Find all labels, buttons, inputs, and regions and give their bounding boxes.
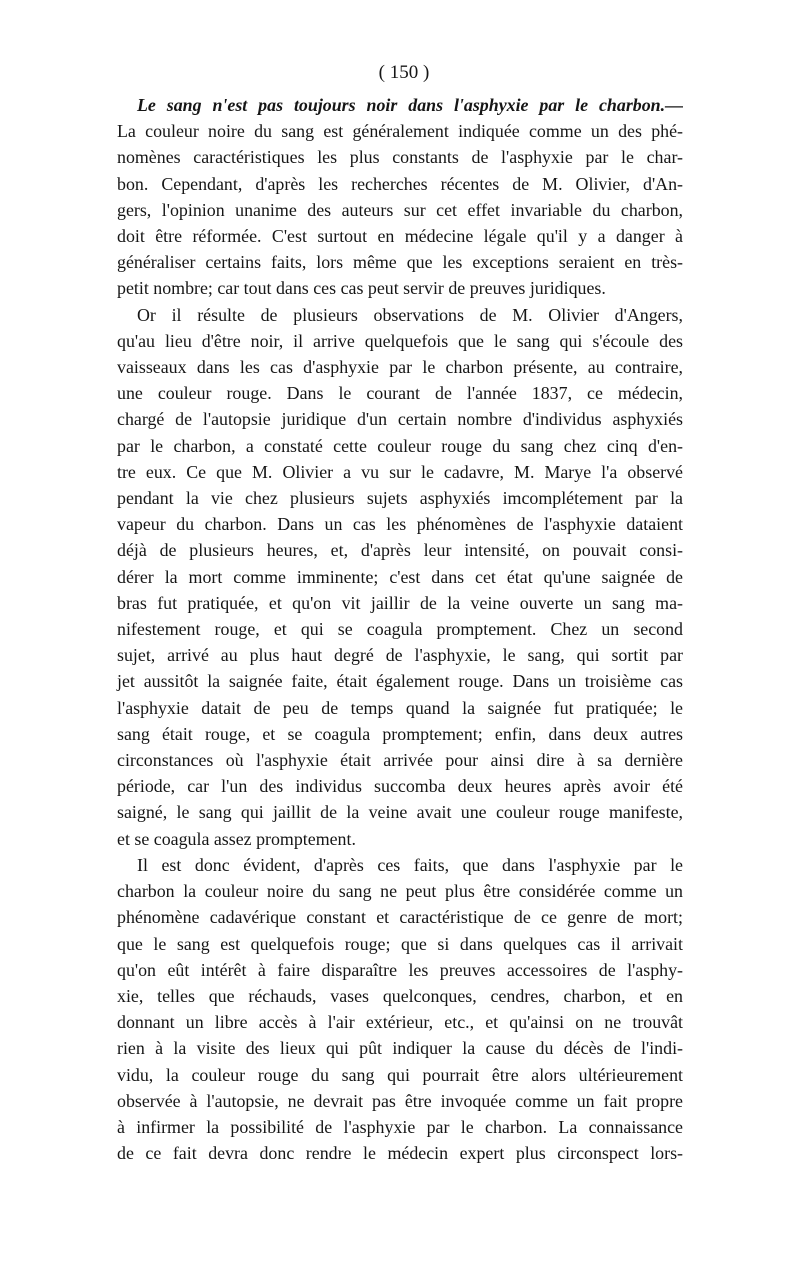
text-line: La couleur noire du sang est généralement indiquée comme un des phé-: [117, 121, 683, 142]
text-line: qu'on eût intérêt à faire disparaître les preuves accessoires de l'asphy-: [117, 959, 683, 980]
text-line: nifestement rouge, et qui se coagula promptement. Chez un second: [117, 619, 683, 640]
text-line: doit être réformée. C'est surtout en médecine légale qu'il y a danger à: [117, 226, 683, 247]
text-line: et se coagula assez promptement.: [117, 828, 356, 849]
paragraph-1-lead: [117, 92, 683, 118]
text-line: période, car l'un des individus succomba deux heures après avoir été: [117, 776, 683, 797]
text-line: saigné, le sang qui jaillit de la veine avait une couleur rouge manifeste,: [117, 802, 683, 823]
text-line: sang était rouge, et se coagula promptement; enfin, dans deux autres: [117, 723, 683, 744]
text-line: circonstances où l'asphyxie était arrivée pour ainsi dire à sa dernière: [117, 750, 683, 771]
text-line: généraliser certains faits, lors même que les exceptions seraient en très-: [117, 252, 683, 273]
text-line: rien à la visite des lieux qui pût indiquer la cause du décès de l'indi-: [117, 1038, 683, 1059]
text-line: petit nombre; car tout dans ces cas peut servir de preuves juridiques.: [117, 278, 606, 299]
page-number: ( 150 ): [378, 62, 430, 83]
text-line: gers, l'opinion unanime des auteurs sur cet effet invariable du charbon,: [117, 199, 683, 220]
text-line: de ce fait devra donc rendre le médecin expert plus circonspect lors-: [117, 1143, 683, 1164]
text-line: Il est donc évident, d'après ces faits, que dans l'asphyxie par le: [137, 854, 683, 875]
text-line: jet aussitôt la saignée faite, était également rouge. Dans un troisième cas: [117, 671, 683, 692]
section-title: Le sang n'est pas toujours noir dans l'asphyxie par le charbon.—: [137, 95, 683, 115]
text-line: charbon la couleur noire du sang ne peut plus être considérée comme un: [117, 881, 683, 902]
text-line: bras fut pratiquée, et qu'on vit jaillir de la veine ouverte un sang ma-: [117, 592, 683, 613]
text-line: chargé de l'autopsie juridique d'un certain nombre d'individus asphyxiés: [117, 409, 683, 430]
text-line: pendant la vie chez plusieurs sujets asphyxiés imcomplétement par la: [117, 488, 683, 509]
text-line: par le charbon, a constaté cette couleur rouge du sang chez cinq d'en-: [117, 435, 683, 456]
text-line: bon. Cependant, d'après les recherches récentes de M. Olivier, d'An-: [117, 173, 683, 194]
text-line: déjà de plusieurs heures, et, d'après leur intensité, on pouvait consi-: [117, 540, 683, 561]
paragraph-1: [117, 92, 683, 302]
text-line: nomènes caractéristiques les plus constants de l'asphyxie par le char-: [117, 147, 683, 168]
page-body: [117, 60, 683, 1166]
text-line: donnant un libre accès à l'air extérieur, etc., et qu'ainsi on ne trouvât: [117, 1012, 683, 1033]
text-line: sujet, arrivé au plus haut degré de l'asphyxie, le sang, qui sortit par: [117, 645, 683, 666]
text-line: phénomène cadavérique constant et caractéristique de ce genre de mort;: [117, 907, 683, 928]
text-line: qu'au lieu d'être noir, il arrive quelquefois que le sang qui s'écoule des: [117, 330, 683, 351]
text-line: tre eux. Ce que M. Olivier a vu sur le cadavre, M. Marye l'a observé: [117, 461, 683, 482]
paragraph-2: [117, 302, 683, 852]
text-line: observée à l'autopsie, ne devrait pas être invoquée comme un fait propre: [117, 1090, 683, 1111]
text-line: l'asphyxie datait de peu de temps quand la saignée fut pratiquée; le: [117, 697, 683, 718]
text-line: vaisseaux dans les cas d'asphyxie par le charbon présente, au contraire,: [117, 357, 683, 378]
text-line: Or il résulte de plusieurs observations de M. Olivier d'Angers,: [137, 304, 683, 325]
text-line: à infirmer la possibilité de l'asphyxie par le charbon. La connaissance: [117, 1116, 683, 1137]
text-line: xie, telles que réchauds, vases quelconques, cendres, charbon, et en: [117, 985, 683, 1006]
paragraph-3: [117, 852, 683, 1166]
text-line: que le sang est quelquefois rouge; que si dans quelques cas il arrivait: [117, 933, 683, 954]
text-line: dérer la mort comme imminente; c'est dans cet état qu'une saignée de: [117, 566, 683, 587]
text-line: une couleur rouge. Dans le courant de l'année 1837, ce médecin,: [117, 383, 683, 404]
text-line: vidu, la couleur rouge du sang qui pourrait être alors ultérieurement: [117, 1064, 683, 1085]
text-line: vapeur du charbon. Dans un cas les phénomènes de l'asphyxie dataient: [117, 514, 683, 535]
